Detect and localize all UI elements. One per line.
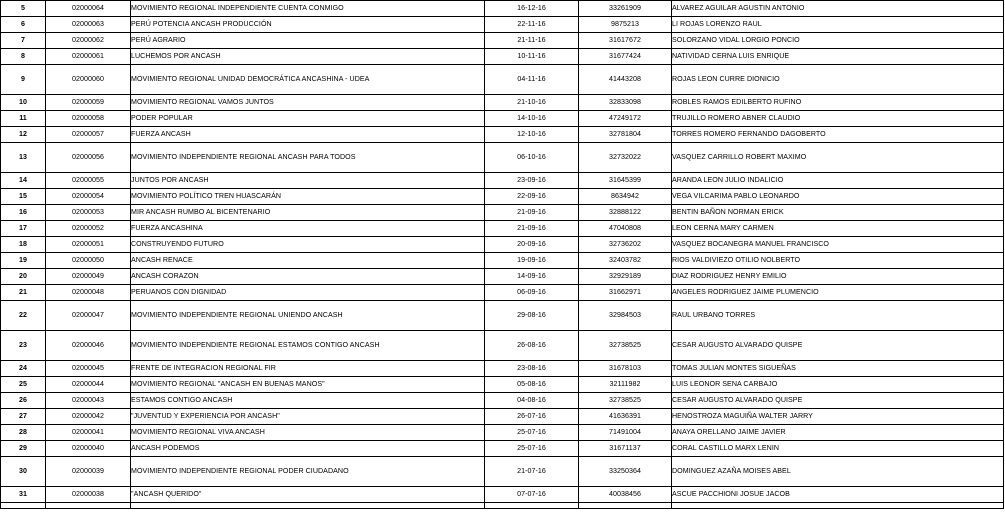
personero-name-cell: LUIS LEONOR SENA CARBAJO: [672, 377, 1004, 393]
table-row: [1, 487, 1004, 503]
registration-date-cell: 07-07-16: [485, 487, 579, 503]
personero-name-cell: ASCUE PACCHIONI JOSUE JACOB: [672, 487, 1004, 503]
row-number-cell: 13: [1, 143, 46, 173]
table-row: [1, 1, 1004, 17]
organization-code-cell: [46, 503, 131, 509]
table-row: [1, 33, 1004, 49]
organization-name-cell: PERÚ POTENCIA ANCASH PRODUCCIÓN: [131, 17, 485, 33]
organization-code-cell: 02000056: [46, 143, 131, 173]
personero-name-cell: ANAYA ORELLANO JAIME JAVIER: [672, 425, 1004, 441]
organization-code-cell: 02000051: [46, 237, 131, 253]
table-row: [1, 285, 1004, 301]
row-number-cell: 24: [1, 361, 46, 377]
personero-dni-cell: 31662971: [579, 285, 672, 301]
registration-date-cell: 25-07-16: [485, 425, 579, 441]
table-row: [1, 17, 1004, 33]
personero-name-cell: LEON CERNA MARY CARMEN: [672, 221, 1004, 237]
registration-date-cell: 21-11-16: [485, 33, 579, 49]
personero-name-cell: BENTIN BAÑON NORMAN ERICK: [672, 205, 1004, 221]
table-row: [1, 143, 1004, 173]
organization-code-cell: 02000058: [46, 111, 131, 127]
organization-name-cell: PERUANOS CON DIGNIDAD: [131, 285, 485, 301]
registration-date-cell: 21-10-16: [485, 95, 579, 111]
table-row: [1, 127, 1004, 143]
registration-date-cell: 10-11-16: [485, 49, 579, 65]
personero-dni-cell: 32888122: [579, 205, 672, 221]
organization-code-cell: 02000052: [46, 221, 131, 237]
row-number-cell: [1, 503, 46, 509]
registration-date-cell: 06-09-16: [485, 285, 579, 301]
table-row: [1, 189, 1004, 205]
table-row: [1, 409, 1004, 425]
organization-name-cell: MOVIMIENTO INDEPENDIENTE REGIONAL PODER CIUDADANO: [131, 457, 485, 487]
personero-dni-cell: 40038456: [579, 487, 672, 503]
table-row: [1, 425, 1004, 441]
personero-dni-cell: 41636391: [579, 409, 672, 425]
organization-code-cell: 02000062: [46, 33, 131, 49]
organization-code-cell: 02000039: [46, 457, 131, 487]
personero-dni-cell: 32984503: [579, 301, 672, 331]
registration-date-cell: 23-08-16: [485, 361, 579, 377]
organization-code-cell: 02000061: [46, 49, 131, 65]
organization-code-cell: 02000049: [46, 269, 131, 285]
table-row: [1, 237, 1004, 253]
row-number-cell: 16: [1, 205, 46, 221]
organization-name-cell: FRENTE DE INTEGRACION REGIONAL FIR: [131, 361, 485, 377]
organization-name-cell: CONSTRUYENDO FUTURO: [131, 237, 485, 253]
personero-dni-cell: 47249172: [579, 111, 672, 127]
table-row: [1, 49, 1004, 65]
organization-name-cell: FUERZA ANCASHINA: [131, 221, 485, 237]
row-number-cell: 26: [1, 393, 46, 409]
organization-name-cell: MOVIMIENTO POLÍTICO TREN HUASCARÁN: [131, 189, 485, 205]
registration-date-cell: 19-09-16: [485, 253, 579, 269]
registration-date-cell: 21-07-16: [485, 457, 579, 487]
organization-code-cell: 02000040: [46, 441, 131, 457]
registration-date-cell: 22-11-16: [485, 17, 579, 33]
row-number-cell: 18: [1, 237, 46, 253]
personero-name-cell: ROJAS LEON CURRE DIONICIO: [672, 65, 1004, 95]
registration-date-cell: 26-08-16: [485, 331, 579, 361]
registration-date-cell: 21-09-16: [485, 221, 579, 237]
personero-dni-cell: 31645399: [579, 173, 672, 189]
organization-code-cell: 02000044: [46, 377, 131, 393]
organization-name-cell: "ANCASH QUERIDO": [131, 487, 485, 503]
personero-name-cell: NATIVIDAD CERNA LUIS ENRIQUE: [672, 49, 1004, 65]
table-row: [1, 221, 1004, 237]
personero-dni-cell: 31671137: [579, 441, 672, 457]
table-row: [1, 361, 1004, 377]
row-number-cell: 7: [1, 33, 46, 49]
registration-date-cell: [485, 503, 579, 509]
personero-name-cell: DOMINGUEZ AZAÑA MOISES ABEL: [672, 457, 1004, 487]
personero-dni-cell: 32111982: [579, 377, 672, 393]
personero-dni-cell: [579, 503, 672, 509]
personero-name-cell: ROBLES RAMOS EDILBERTO RUFINO: [672, 95, 1004, 111]
organization-code-cell: 02000048: [46, 285, 131, 301]
organization-name-cell: PODER POPULAR: [131, 111, 485, 127]
registration-date-cell: 26-07-16: [485, 409, 579, 425]
personero-name-cell: VASQUEZ CARRILLO ROBERT MAXIMO: [672, 143, 1004, 173]
personero-name-cell: DIAZ RODRIGUEZ HENRY EMILIO: [672, 269, 1004, 285]
personero-name-cell: TRUJILLO ROMERO ABNER CLAUDIO: [672, 111, 1004, 127]
organization-code-cell: 02000055: [46, 173, 131, 189]
row-number-cell: 31: [1, 487, 46, 503]
organization-code-cell: 02000043: [46, 393, 131, 409]
row-number-cell: 17: [1, 221, 46, 237]
personero-name-cell: TORRES ROMERO FERNANDO DAGOBERTO: [672, 127, 1004, 143]
row-number-cell: 30: [1, 457, 46, 487]
organization-name-cell: "JUVENTUD Y EXPERIENCIA POR ANCASH": [131, 409, 485, 425]
organization-name-cell: MOVIMIENTO REGIONAL UNIDAD DEMOCRÁTICA ANCASHINA - UDEA: [131, 65, 485, 95]
organization-name-cell: PERÚ AGRARIO: [131, 33, 485, 49]
organization-name-cell: ESTAMOS CONTIGO ANCASH: [131, 393, 485, 409]
registration-date-cell: 29-08-16: [485, 301, 579, 331]
personero-dni-cell: 31678103: [579, 361, 672, 377]
organization-code-cell: 02000038: [46, 487, 131, 503]
personero-dni-cell: 32403782: [579, 253, 672, 269]
organization-name-cell: JUNTOS POR ANCASH: [131, 173, 485, 189]
personero-dni-cell: 33250364: [579, 457, 672, 487]
row-number-cell: 28: [1, 425, 46, 441]
organization-name-cell: ANCASH CORAZON: [131, 269, 485, 285]
table-row: [1, 269, 1004, 285]
personero-dni-cell: 47040808: [579, 221, 672, 237]
row-number-cell: 20: [1, 269, 46, 285]
table-row: [1, 331, 1004, 361]
row-number-cell: 9: [1, 65, 46, 95]
registration-date-cell: 06-10-16: [485, 143, 579, 173]
organization-name-cell: MOVIMIENTO REGIONAL INDEPENDIENTE CUENTA CONMIGO: [131, 1, 485, 17]
personero-dni-cell: 32781804: [579, 127, 672, 143]
organization-code-cell: 02000047: [46, 301, 131, 331]
table-row: [1, 253, 1004, 269]
table-row: [1, 301, 1004, 331]
personero-name-cell: SOLORZANO VIDAL LORGIO PONCIO: [672, 33, 1004, 49]
registration-date-cell: 23-09-16: [485, 173, 579, 189]
registration-date-cell: 25-07-16: [485, 441, 579, 457]
row-number-cell: 21: [1, 285, 46, 301]
personero-name-cell: CESAR AUGUSTO ALVARADO QUISPE: [672, 393, 1004, 409]
personero-dni-cell: 32738525: [579, 393, 672, 409]
personero-dni-cell: 31617672: [579, 33, 672, 49]
table-row: [1, 95, 1004, 111]
personero-dni-cell: 32833098: [579, 95, 672, 111]
row-number-cell: 10: [1, 95, 46, 111]
row-number-cell: 19: [1, 253, 46, 269]
organization-code-cell: 02000053: [46, 205, 131, 221]
organization-name-cell: MOVIMIENTO INDEPENDIENTE REGIONAL UNIENDO ANCASH: [131, 301, 485, 331]
row-number-cell: 23: [1, 331, 46, 361]
organization-name-cell: MOVIMIENTO INDEPENDIENTE REGIONAL ESTAMOS CONTIGO ANCASH: [131, 331, 485, 361]
row-number-cell: 22: [1, 301, 46, 331]
organization-name-cell: MOVIMIENTO INDEPENDIENTE REGIONAL ANCASH PARA TODOS: [131, 143, 485, 173]
registration-date-cell: 04-08-16: [485, 393, 579, 409]
table-row: [1, 503, 1004, 509]
row-number-cell: 15: [1, 189, 46, 205]
row-number-cell: 29: [1, 441, 46, 457]
registration-date-cell: 20-09-16: [485, 237, 579, 253]
personero-dni-cell: 41443208: [579, 65, 672, 95]
organization-code-cell: 02000060: [46, 65, 131, 95]
registration-date-cell: 12-10-16: [485, 127, 579, 143]
registration-date-cell: 16-12-16: [485, 1, 579, 17]
organization-name-cell: MIR ANCASH RUMBO AL BICENTENARIO: [131, 205, 485, 221]
table-row: [1, 457, 1004, 487]
table-row: [1, 205, 1004, 221]
table-body: [1, 1, 1004, 509]
personero-name-cell: CORAL CASTILLO MARX LENIN: [672, 441, 1004, 457]
personero-dni-cell: 32732022: [579, 143, 672, 173]
personero-name-cell: ARANDA LEON JULIO INDALICIO: [672, 173, 1004, 189]
organization-code-cell: 02000041: [46, 425, 131, 441]
table-row: [1, 377, 1004, 393]
row-number-cell: 11: [1, 111, 46, 127]
personero-dni-cell: 32736202: [579, 237, 672, 253]
personero-dni-cell: 8634942: [579, 189, 672, 205]
organization-name-cell: ANCASH RENACE: [131, 253, 485, 269]
organization-name-cell: FUERZA ANCASH: [131, 127, 485, 143]
organization-code-cell: 02000046: [46, 331, 131, 361]
personero-name-cell: TOMAS JULIAN MONTES SIGUEÑAS: [672, 361, 1004, 377]
personero-name-cell: LI ROJAS LORENZO RAUL: [672, 17, 1004, 33]
row-number-cell: 25: [1, 377, 46, 393]
personero-name-cell: ALVAREZ AGUILAR AGUSTIN ANTONIO: [672, 1, 1004, 17]
organization-code-cell: 02000057: [46, 127, 131, 143]
personero-name-cell: VEGA VILCARIMA PABLO LEONARDO: [672, 189, 1004, 205]
table-row: [1, 393, 1004, 409]
personero-dni-cell: 32929189: [579, 269, 672, 285]
registration-date-cell: 04-11-16: [485, 65, 579, 95]
organization-code-cell: 02000054: [46, 189, 131, 205]
personero-dni-cell: 31677424: [579, 49, 672, 65]
personero-name-cell: HENOSTROZA MAGUIÑA WALTER JARRY: [672, 409, 1004, 425]
personero-dni-cell: 32738525: [579, 331, 672, 361]
row-number-cell: 12: [1, 127, 46, 143]
registration-date-cell: 14-10-16: [485, 111, 579, 127]
registration-date-cell: 05-08-16: [485, 377, 579, 393]
personero-dni-cell: 71491004: [579, 425, 672, 441]
personero-name-cell: RAUL URBANO TORRES: [672, 301, 1004, 331]
row-number-cell: 6: [1, 17, 46, 33]
personero-name-cell: VASQUEZ BOCANEGRA MANUEL FRANCISCO: [672, 237, 1004, 253]
organization-code-cell: 02000042: [46, 409, 131, 425]
personero-name-cell: [672, 503, 1004, 509]
personero-name-cell: CESAR AUGUSTO ALVARADO QUISPE: [672, 331, 1004, 361]
organization-name-cell: MOVIMIENTO REGIONAL "ANCASH EN BUENAS MANOS": [131, 377, 485, 393]
personero-name-cell: RIOS VALDIVIEZO OTILIO NOLBERTO: [672, 253, 1004, 269]
row-number-cell: 5: [1, 1, 46, 17]
organization-code-cell: 02000064: [46, 1, 131, 17]
organization-name-cell: MOVIMIENTO REGIONAL VIVA ANCASH: [131, 425, 485, 441]
personero-dni-cell: 33261909: [579, 1, 672, 17]
organization-code-cell: 02000063: [46, 17, 131, 33]
organization-code-cell: 02000045: [46, 361, 131, 377]
registration-date-cell: 22-09-16: [485, 189, 579, 205]
table-row: [1, 441, 1004, 457]
organization-name-cell: LUCHEMOS POR ANCASH: [131, 49, 485, 65]
row-number-cell: 14: [1, 173, 46, 189]
table-row: [1, 173, 1004, 189]
organization-code-cell: 02000050: [46, 253, 131, 269]
personero-name-cell: ANGELES RODRIGUEZ JAIME PLUMENCIO: [672, 285, 1004, 301]
organization-name-cell: [131, 503, 485, 509]
registration-date-cell: 14-09-16: [485, 269, 579, 285]
organization-name-cell: ANCASH PODEMOS: [131, 441, 485, 457]
row-number-cell: 27: [1, 409, 46, 425]
registration-date-cell: 21-09-16: [485, 205, 579, 221]
personero-dni-cell: 9875213: [579, 17, 672, 33]
table-row: [1, 111, 1004, 127]
row-number-cell: 8: [1, 49, 46, 65]
organization-code-cell: 02000059: [46, 95, 131, 111]
organization-name-cell: MOVIMIENTO REGIONAL VAMOS JUNTOS: [131, 95, 485, 111]
table-row: [1, 65, 1004, 95]
